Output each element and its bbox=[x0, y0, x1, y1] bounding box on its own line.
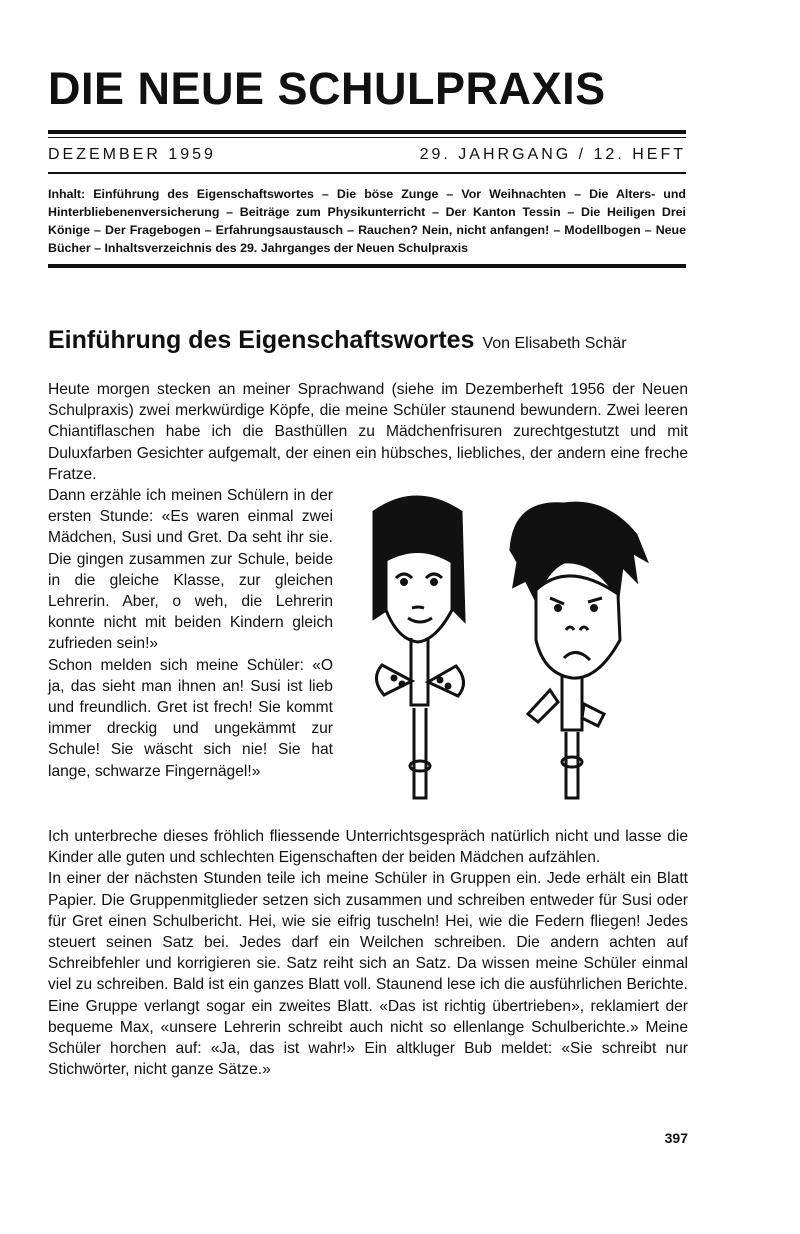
contents-text: Einführung des Eigenschaftswortes – Die böse Zunge – Vor Weihnachten – Die Alters- und Hinterbliebenenversicherung – Beiträge zum Physikunterricht – Der Kanton Tessin – Die Heiligen Drei Könige – Der Fragebogen – Erfahrungsaustausch – Rauchen? Nein, nicht anfangen! – Modellbogen – Neue Bücher – Inhaltsverzeichnis des 29. Jahrganges der Neuen Schulpraxis bbox=[48, 187, 686, 255]
article-heading bbox=[48, 326, 688, 355]
paragraph-story-2: Schon melden sich meine Schüler: «O ja, das sieht man ihnen an! Susi ist lieb und freundlich. Gret ist frech! Sie kommt immer dreckig und ungekämmt zur Schule! Sie wäscht sich nie! Sie hat lange, schwarze Fingernägel!» bbox=[48, 656, 333, 780]
article-title: Einführung des Eigenschaftswortes bbox=[48, 326, 475, 354]
date-rule bbox=[48, 172, 686, 174]
masthead: DIE NEUE SCHULPRAXIS bbox=[48, 63, 606, 114]
story-column bbox=[48, 485, 333, 782]
issue-line bbox=[48, 146, 686, 164]
issue-date: DEZEMBER 1959 bbox=[48, 146, 216, 163]
issue-volume: 29. JAHRGANG / 12. HEFT bbox=[419, 146, 686, 163]
page-number: 397 bbox=[664, 1130, 688, 1146]
header-rule-top bbox=[48, 130, 686, 134]
susi-head-drawing bbox=[374, 497, 464, 798]
gret-head-drawing bbox=[511, 503, 646, 798]
bottle-heads-illustration bbox=[336, 490, 696, 810]
paragraph-intro: Heute morgen stecken an meiner Sprachwand (siehe im Dezemberheft 1956 der Neuen Schulpraxis) zwei merkwürdige Köpfe, die meine Schüler staunend bewundern. Zwei leeren Chiantiflaschen habe ich die Basthüllen zu Mädchenfrisuren zurechtgestutzt und mit Duluxfarben Gesichter aufgemalt, der einen ein hübsches, liebliches, der andern eine freche Fratze. bbox=[48, 381, 688, 483]
table-of-contents bbox=[48, 185, 686, 257]
contents-label: Inhalt: bbox=[48, 187, 86, 201]
contents-rule-bottom bbox=[48, 264, 686, 268]
paragraph-3: Ich unterbreche dieses fröhlich fliessende Unterrichtsgespräch natürlich nicht und lasse die Kinder alle guten und schlechten Eigenschaften der beiden Mädchen aufzählen. bbox=[48, 828, 688, 867]
article-author: Von Elisabeth Schär bbox=[482, 335, 627, 352]
continuation-text bbox=[48, 826, 688, 1080]
paragraph-4: In einer der nächsten Stunden teile ich meine Schüler in Gruppen ein. Jede erhält ein Blatt Papier. Die Gruppenmitglieder setzen sich zusammen und schreiben entweder für Susi oder für Gret einen Schulbericht. Hei, wie sie eifrig tuscheln! Hei, wie die Federn fliegen! Jedes steuert seinen Satz bei. Jedes darf ein Weilchen schreiben. Die andern achten auf Schreibfehler und korrigieren sie. Satz reiht sich an Satz. Da wissen meine Schüler einmal viel zu schreiben. Bald ist ein ganzes Blatt voll. Staunend lese ich die ausführlichen Berichte. Eine Gruppe verlangt sogar ein zweites Blatt. «Das ist richtig übertrieben», reklamiert der bequeme Max, «unsere Lehrerin schreibt auch nicht so ellenlange Schulberichte.» Meine Schüler horchen auf: «Ja, das ist wahr!» Ein altkluger Bub meldet: «Sie schreibt nur Stichwörter, nicht ganze Sätze.» bbox=[48, 870, 688, 1079]
paragraph-story-1: Dann erzähle ich meinen Schülern in der ersten Stunde: «Es waren einmal zwei Mädchen, Susi und Gret. Da seht ihr sie. Die gingen zusammen zur Schule, beide in die gleiche Klasse, zur gleichen Lehrerin. Aber, o weh, die Lehrerin konnte nicht mit beiden Kindern gleich zufrieden sein!» bbox=[48, 487, 333, 653]
header-rule-thin bbox=[48, 137, 686, 138]
